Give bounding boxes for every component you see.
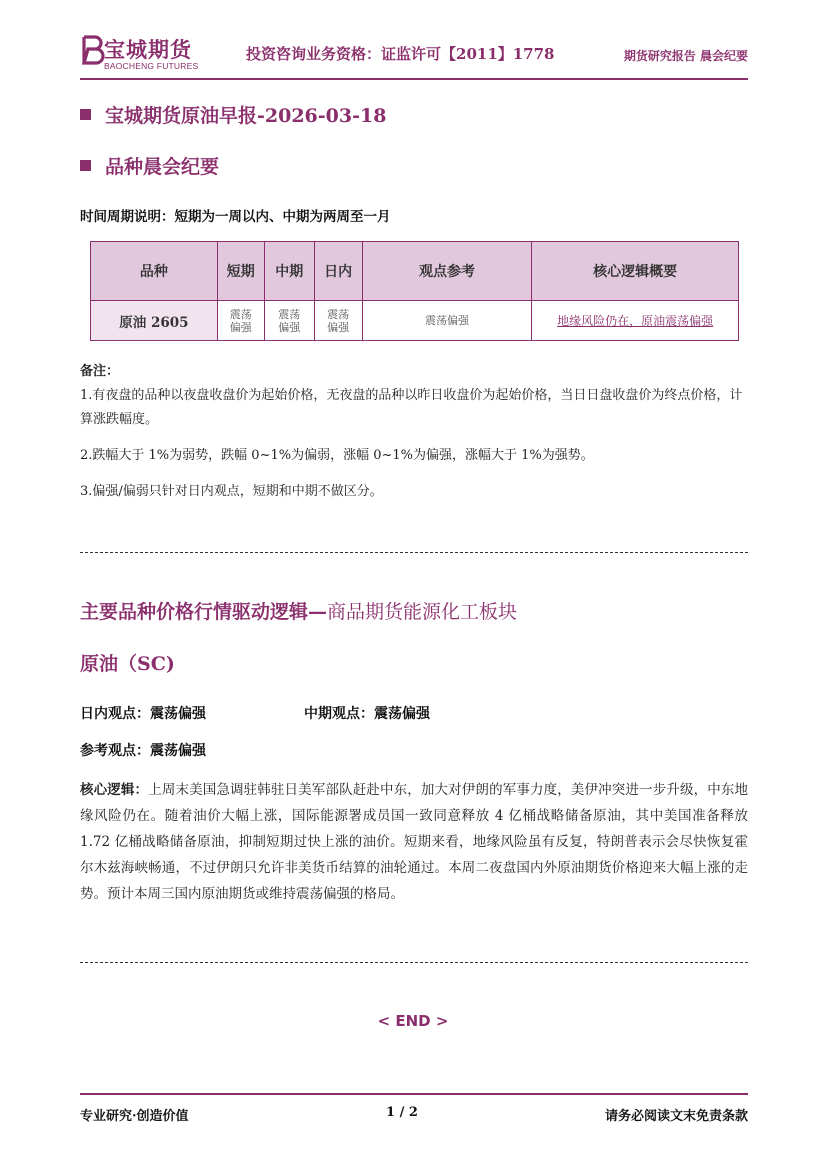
product-title: 原油（SC)	[80, 653, 175, 675]
note-item: 3.偏强/偏弱只针对日内观点，短期和中期不做区分。	[80, 484, 383, 499]
notes-label: 备注：	[80, 364, 120, 379]
page-number: 1 / 2	[386, 1105, 418, 1120]
cell-intraday: 震荡 偏强	[314, 301, 362, 341]
col-header-view: 观点参考	[362, 242, 532, 301]
logo-mark-icon	[80, 34, 106, 68]
logic-link[interactable]: 地缘风险仍在，原油震荡偏强	[557, 314, 714, 328]
main-section-title: 主要品种价格行情驱动逻辑—商品期货能源化工板块	[80, 601, 518, 623]
col-header-name: 品种	[91, 242, 218, 301]
cell-logic[interactable]	[532, 301, 739, 341]
qualification-text: 投资咨询业务资格：证监许可【2011】1778	[246, 45, 555, 63]
end-mark: < END >	[377, 1012, 449, 1030]
footer-slogan: 专业研究·创造价值	[80, 1109, 189, 1124]
square-bullet-icon	[80, 109, 91, 120]
footer-divider	[80, 1093, 748, 1095]
note-item: 1.有夜盘的品种以夜盘收盘价为起始价格，无夜盘的品种以昨日收盘价为起始价格，当日日盘收盘价为终点价格，计算涨跌幅度。	[80, 388, 743, 427]
disclaimer-note[interactable]: 请务必阅读文末免责条款	[604, 1109, 748, 1124]
cell-view: 震荡偏强	[362, 301, 532, 341]
square-bullet-icon	[80, 160, 91, 171]
section-title: 品种晨会纪要	[80, 152, 219, 179]
table-row	[91, 301, 739, 341]
col-header-intraday: 日内	[314, 242, 362, 301]
dashed-divider	[80, 962, 748, 963]
col-header-logic: 核心逻辑概要	[532, 242, 739, 301]
col-header-mid: 中期	[264, 242, 314, 301]
report-type: 期货研究报告 晨会纪要	[623, 49, 748, 63]
header-divider	[80, 78, 748, 80]
cycle-note: 时间周期说明：短期为一周以内、中期为两周至一月	[80, 209, 391, 225]
mid-view: 中期观点：震荡偏强	[304, 706, 430, 722]
dashed-divider	[80, 552, 748, 553]
logo-text-en: BAOCHENG FUTURES	[104, 61, 199, 71]
core-logic	[80, 777, 748, 907]
col-header-short: 短期	[217, 242, 264, 301]
cell-name: 原油 2605	[91, 301, 218, 341]
note-item: 2.跌幅大于 1%为弱势，跌幅 0~1%为偏弱，涨幅 0~1%为偏强，涨幅大于 1%为强势。	[80, 448, 594, 463]
report-title: 宝城期货原油早报-2026-03-18	[80, 101, 386, 128]
cell-mid: 震荡 偏强	[264, 301, 314, 341]
intraday-view: 日内观点：震荡偏强	[80, 706, 206, 722]
page-header	[80, 34, 748, 74]
core-logic-text: 上周末美国急调驻韩驻日美军部队赶赴中东，加大对伊朗的军事力度，美伊冲突进一步升级，中东地缘风险仍在。随着油价大幅上涨，国际能源署成员国一致同意释放 4 亿桶战略储备原油，其中美国准备释放 1.72 亿桶战略储备原油，抑制短期过快上涨的油价。短期来看，地缘风险虽有反复，特朗普表示会尽快恢复霍尔木兹海峡畅通，不过伊朗只允许非美货币结算的油轮通过。本周二夜盘国内外原油期货价格迎来大幅上涨的走势。预计本周三国内原油期货或维持震荡偏强的格局。	[80, 782, 749, 902]
company-logo	[80, 34, 210, 74]
logo-text-cn: 宝城期货	[104, 38, 192, 62]
cell-short: 震荡 偏强	[217, 301, 264, 341]
core-logic-label: 核心逻辑：	[80, 782, 149, 798]
reference-view: 参考观点：震荡偏强	[80, 743, 206, 759]
summary-table	[90, 241, 739, 341]
notes-block	[80, 360, 748, 504]
table-header-row	[91, 242, 739, 301]
